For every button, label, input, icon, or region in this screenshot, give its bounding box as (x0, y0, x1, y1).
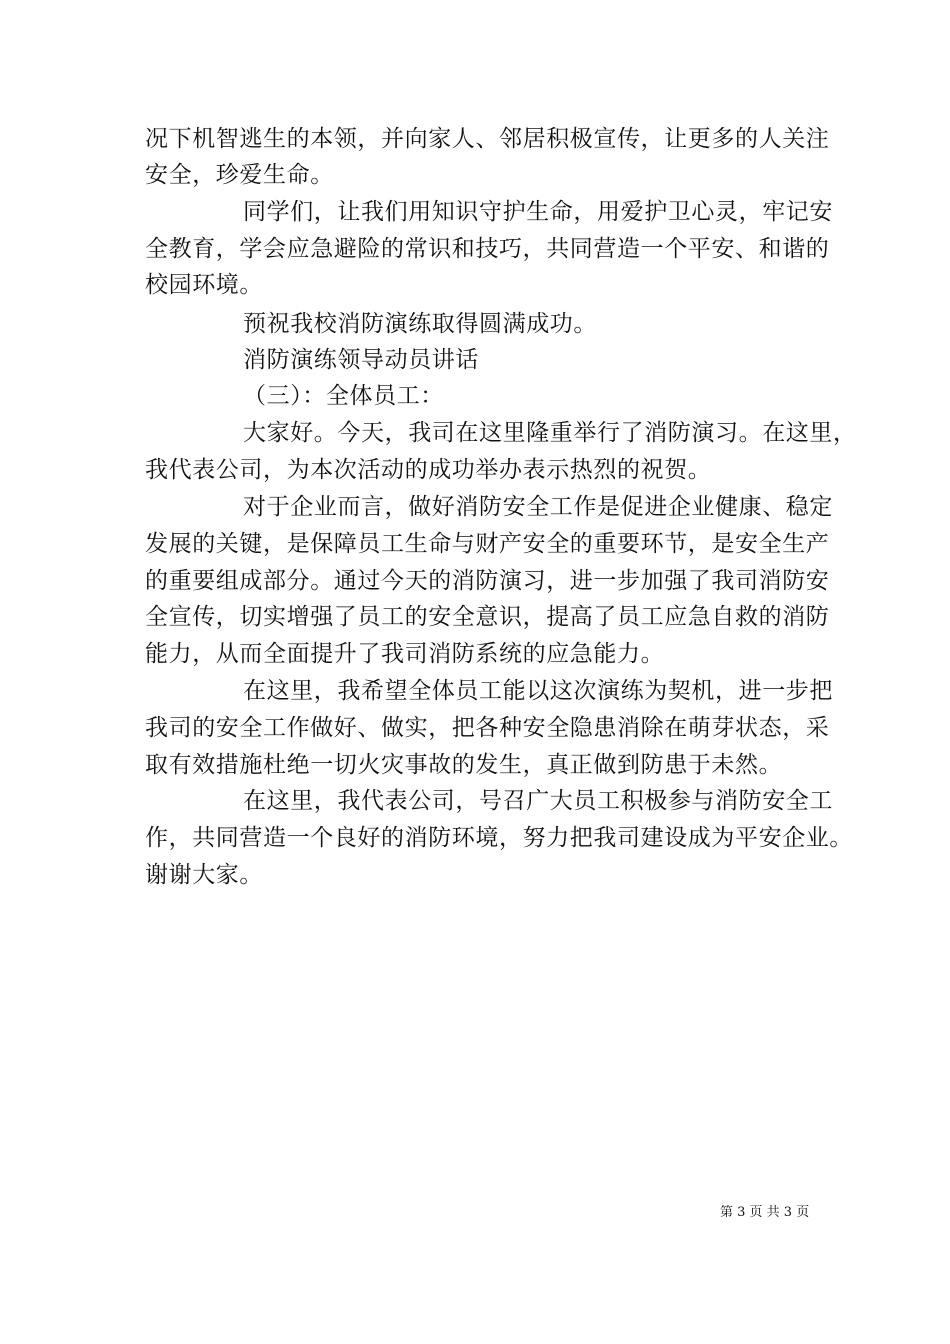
body-line: 取有效措施杜绝一切火灾事故的发生，真正做到防患于未然。 (145, 752, 783, 778)
body-line: 安全，珍爱生命。 (145, 162, 334, 188)
body-line: 校园环境。 (145, 272, 263, 298)
body-line: 的重要组成部分。通过今天的消防演习，进一步加强了我司消防安 (145, 568, 830, 594)
salutation: （三）：全体员工： (243, 383, 444, 409)
body-line: 发展的关键，是保障员工生命与财产安全的重要环节，是安全生产 (145, 531, 830, 557)
body-line: 作，共同营造一个良好的消防环境，努力把我司建设成为平安企业。 (145, 825, 853, 851)
paragraph-first-line: 大家好。今天，我司在这里隆重举行了消防演习。在这里， (243, 420, 857, 446)
body-line: 谢谢大家。 (145, 862, 263, 888)
paragraph-first-line: 同学们，让我们用知识守护生命，用爱护卫心灵，牢记安 (243, 199, 833, 225)
body-line: 全宣传，切实增强了员工的安全意识，提高了员工应急自救的消防 (145, 604, 830, 630)
paragraph-first-line: 对于企业而言，做好消防安全工作是促进企业健康、稳定 (243, 494, 833, 520)
body-line: 全教育，学会应急避险的常识和技巧，共同营造一个平安、和谐的 (145, 236, 830, 262)
body-line: 我司的安全工作做好、做实，把各种安全隐患消除在萌芽状态，采 (145, 715, 830, 741)
body-line: 况下机智逃生的本领，并向家人、邻居积极宣传，让更多的人关注 (145, 126, 830, 152)
body-line: 我代表公司，为本次活动的成功举办表示热烈的祝贺。 (145, 457, 712, 483)
paragraph-first-line: 在这里，我代表公司，号召广大员工积极参与消防安全工 (243, 788, 833, 814)
section-heading: 消防演练领导动员讲话 (243, 347, 479, 373)
page-number-footer: 第 3 页 共 3 页 (720, 1205, 810, 1220)
body-line: 能力，从而全面提升了我司消防系统的应急能力。 (145, 641, 665, 667)
paragraph-first-line: 预祝我校消防演练取得圆满成功。 (243, 311, 597, 337)
paragraph-first-line: 在这里，我希望全体员工能以这次演练为契机，进一步把 (243, 678, 833, 704)
